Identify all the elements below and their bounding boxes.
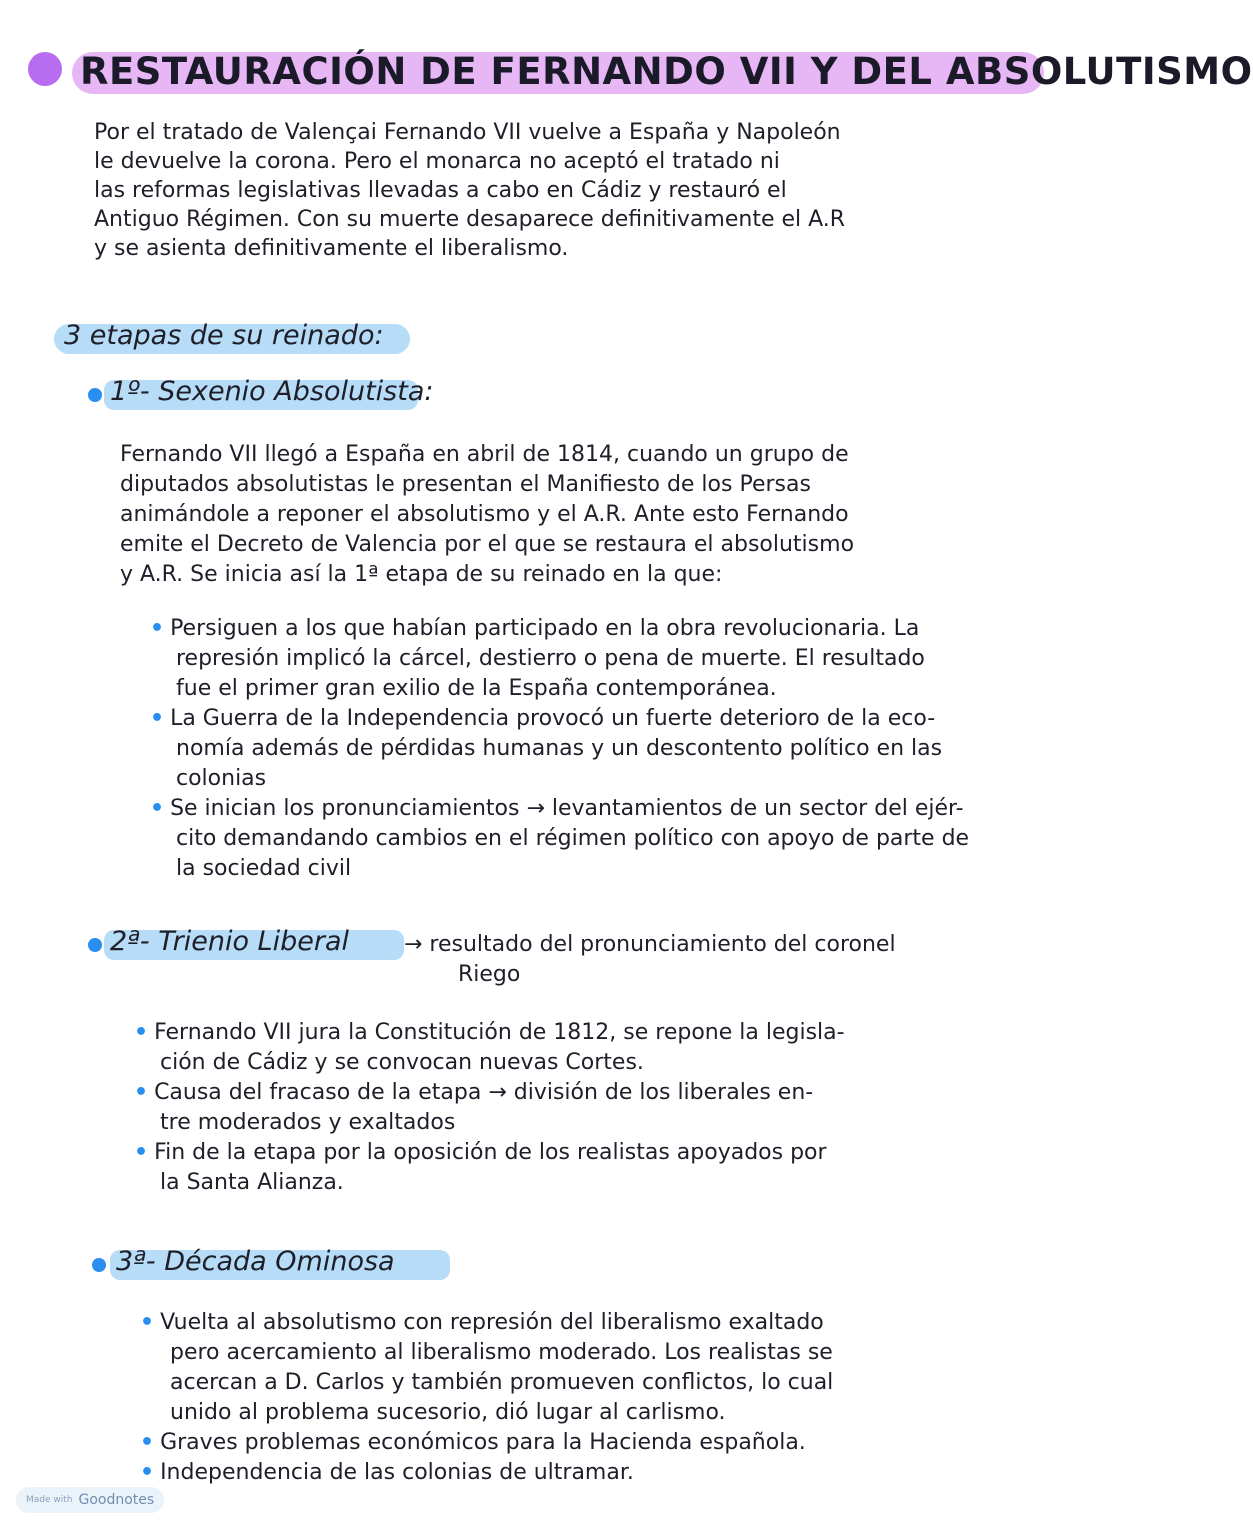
stage3-dot — [92, 1258, 106, 1272]
stage1-line: animándole a reponer el absolutismo y el A.R. Ante esto Fernando — [120, 502, 849, 527]
stage3-bullet-list — [140, 1308, 833, 1488]
stage1-line: diputados absolutistas le presentan el Manifiesto de los Persas — [120, 472, 811, 497]
stage2-bullet-list — [134, 1018, 845, 1198]
list-item: • Fernando VII jura la Constitución de 1812, se repone la legisla- ción de Cádiz y se convocan nuevas Cortes. — [134, 1020, 845, 1075]
page-title: RESTAURACIÓN DE FERNANDO VII Y DEL ABSOLUTISMO — [80, 50, 1253, 93]
stage1-line: emite el Decreto de Valencia por el que se restaura el absolutismo — [120, 532, 855, 557]
stage1-bullet-list — [150, 614, 969, 884]
stage2-title: 2ª- Trienio Liberal — [110, 926, 349, 957]
watermark-brand: Goodnotes — [78, 1492, 155, 1508]
stage1-title: 1º- Sexenio Absolutista: — [110, 376, 434, 407]
intro-line: le devuelve la corona. Pero el monarca no aceptó el tratado ni — [94, 149, 780, 174]
list-item: • Persiguen a los que habían participado en la obra revolucionaria. La represión implicó la cárcel, destierro o pena de muerte. El resultado fue el primer gran exilio de la España contemporánea. — [150, 616, 925, 701]
stage2-note-line: Riego — [458, 962, 521, 987]
bullet-icon: • — [150, 796, 165, 821]
stage1-paragraph — [120, 440, 854, 590]
stage1-dot — [88, 388, 102, 402]
stage2-note — [404, 930, 896, 990]
watermark-prefix: Made with — [26, 1495, 73, 1505]
stage1-line: Fernando VII llegó a España en abril de 1814, cuando un grupo de — [120, 442, 849, 467]
bullet-icon: • — [150, 706, 165, 731]
intro-line: y se asienta definitivamente el liberalismo. — [94, 236, 569, 261]
bullet-icon: • — [140, 1310, 155, 1335]
stages-heading: 3 etapas de su reinado: — [64, 320, 384, 351]
stage1-line: y A.R. Se inicia así la 1ª etapa de su reinado en la que: — [120, 562, 723, 587]
list-item: • La Guerra de la Independencia provocó un fuerte deterioro de la eco- nomía además de pérdidas humanas y un descontento político en las colonias — [150, 706, 943, 791]
bullet-icon: • — [134, 1140, 149, 1165]
bullet-icon: • — [140, 1430, 155, 1455]
goodnotes-badge — [16, 1487, 164, 1513]
bullet-icon: • — [134, 1080, 149, 1105]
stage2-note-line: → resultado del pronunciamiento del coronel — [404, 932, 896, 957]
intro-line: Antiguo Régimen. Con su muerte desaparece definitivamente el A.R — [94, 207, 846, 232]
list-item: • Fin de la etapa por la oposición de los realistas apoyados por la Santa Alianza. — [134, 1140, 827, 1195]
title-bullet-dot — [28, 52, 62, 86]
intro-paragraph — [94, 118, 845, 263]
list-item: • Causa del fracaso de la etapa → división de los liberales en- tre moderados y exaltados — [134, 1080, 814, 1135]
stage2-dot — [88, 938, 102, 952]
list-item: • Se inician los pronunciamientos → levantamientos de un sector del ejér- cito demandando cambios en el régimen político con apoyo de parte de la sociedad civil — [150, 796, 970, 881]
stage3-title: 3ª- Década Ominosa — [116, 1246, 395, 1277]
intro-line: Por el tratado de Valençai Fernando VII vuelve a España y Napoleón — [94, 120, 841, 145]
bullet-icon: • — [150, 616, 165, 641]
list-item: • Vuelta al absolutismo con represión del liberalismo exaltado pero acercamiento al liberalismo moderado. Los realistas se acercan a D. Carlos y también promueven conflictos, lo cual unido al problema sucesorio, dió lugar al carlismo. — [140, 1310, 834, 1425]
list-item: • Graves problemas económicos para la Hacienda española. — [140, 1430, 806, 1455]
bullet-icon: • — [140, 1460, 155, 1485]
intro-line: las reformas legislativas llevadas a cabo en Cádiz y restauró el — [94, 178, 787, 203]
bullet-icon: • — [134, 1020, 149, 1045]
list-item: • Independencia de las colonias de ultramar. — [140, 1460, 634, 1485]
